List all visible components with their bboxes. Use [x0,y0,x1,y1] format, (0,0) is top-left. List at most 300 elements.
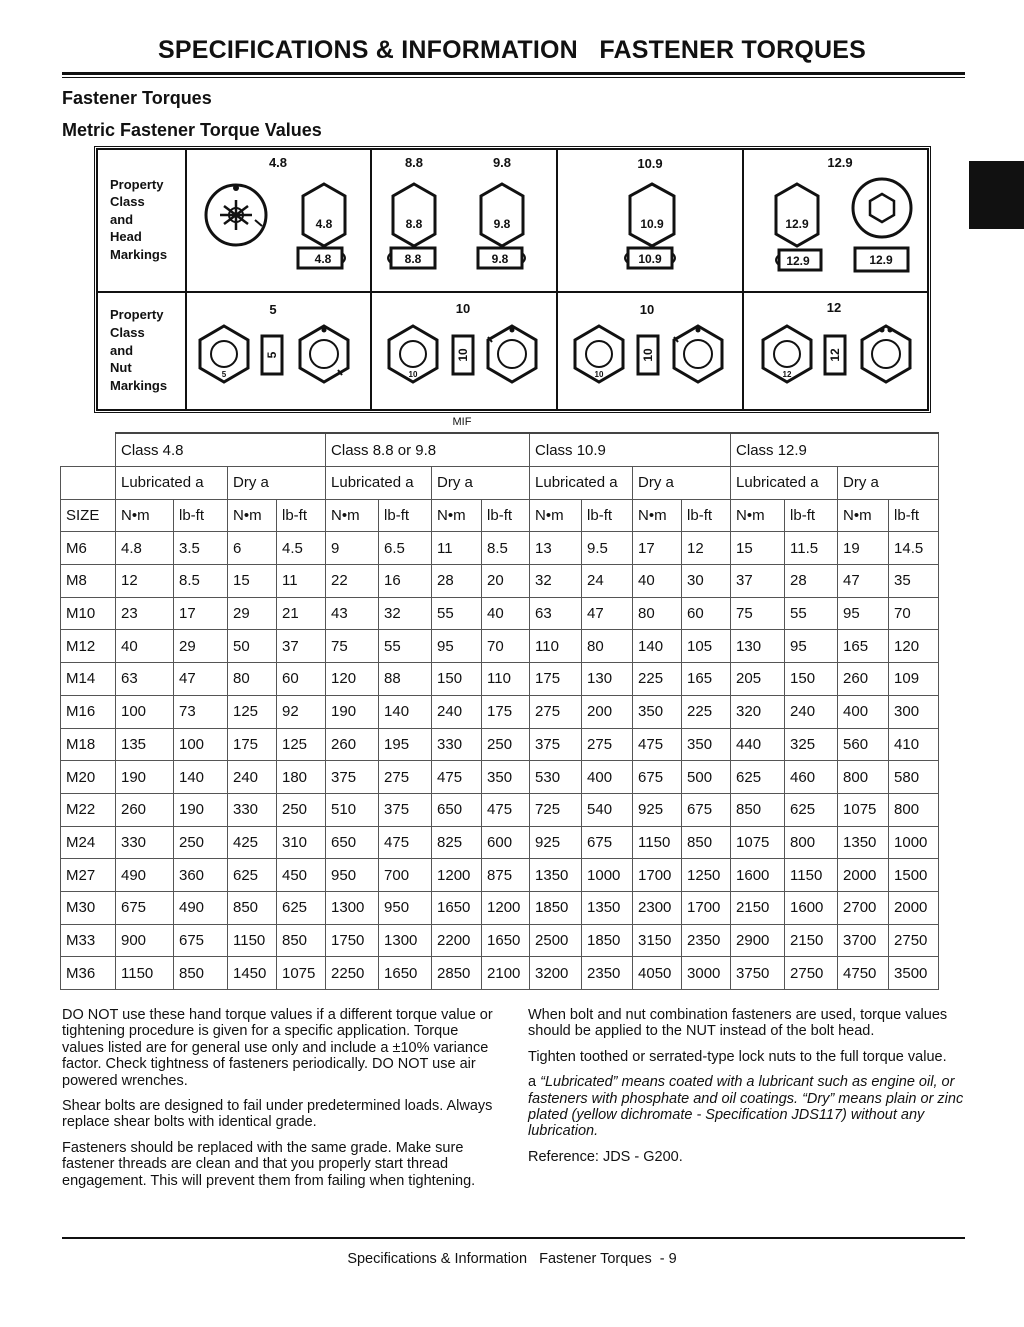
torque-value-cell: 110 [482,663,530,696]
torque-value-cell: 1075 [838,793,889,826]
head-class-title: 12.9 [827,155,853,170]
nut-side-mark-text: 5 [265,351,279,359]
torque-value-cell: 330 [116,826,174,859]
torque-value-cell: 2700 [838,891,889,924]
section-thumb-tab [969,161,1024,229]
unit-header-cell: N•m [530,499,582,532]
torque-value-cell: 3.5 [174,532,228,565]
torque-value-cell: 350 [482,761,530,794]
torque-value-cell: 3000 [682,957,731,990]
torque-value-cell: 800 [889,793,939,826]
torque-value-cell: 1075 [277,957,326,990]
note-paragraph: DO NOT use these hand torque values if a different torque value or tightening procedure is given for a specific application. Torque values listed are for general use only and include a ±10% variance factor. Check tightness of fasteners periodically. DO NOT use air powered wrenches. [62,1007,493,1089]
torque-value-cell: 140 [633,630,682,663]
torque-value-cell: 195 [379,728,432,761]
torque-value-cell: 850 [228,891,277,924]
lubrication-cell: Dry a [838,467,939,500]
torque-value-cell: 4.8 [116,532,174,565]
class-header-cell: Class 12.9 [731,433,939,467]
nut-class-title: 5 [269,302,277,317]
unit-header-cell: lb-ft [682,499,731,532]
table-row [61,728,939,761]
size-cell: M12 [61,630,116,663]
torque-value-cell: 190 [326,695,379,728]
torque-value-cell: 275 [379,761,432,794]
bolt-head-hex-icon [303,184,345,246]
torque-value-cell: 2100 [482,957,530,990]
head-mark-text: 12.9 [785,217,809,231]
torque-value-cell: 3150 [633,924,682,957]
note-paragraph: Fasteners should be replaced with the same grade. Make sure fastener threads are clean and that you properly start thread engagement. This will prevent them from failing when tightening. [62,1139,476,1189]
size-cell: M10 [61,597,116,630]
table-row [61,597,939,630]
head-label-line: and [110,212,134,227]
torque-value-cell: 110 [530,630,582,663]
footnote-text: “Lubricated” means coated with a lubricant such as engine oil, or fasteners with phosphate and oil coatings. “Dry” means plain or zinc plated (yellow dichromate - Specification JDS117) without any lubrication. [528,1074,964,1140]
torque-value-cell: 109 [889,663,939,696]
class-header-cell: Class 8.8 or 9.8 [326,433,530,467]
torque-value-cell: 250 [277,793,326,826]
torque-value-cell: 4.5 [277,532,326,565]
blank-cell [61,467,116,500]
torque-value-cell: 800 [785,826,838,859]
torque-value-cell: 6 [228,532,277,565]
torque-value-cell: 375 [326,761,379,794]
torque-value-cell: 1750 [326,924,379,957]
unit-header-cell: lb-ft [482,499,530,532]
torque-value-cell: 275 [582,728,633,761]
torque-value-cell: 2900 [731,924,785,957]
torque-value-cell: 1700 [682,891,731,924]
torque-value-cell: 40 [633,565,682,598]
torque-value-cell: 450 [277,859,326,892]
torque-value-cell: 120 [889,630,939,663]
table-row [61,695,939,728]
torque-value-cell: 50 [228,630,277,663]
torque-value-cell: 2000 [838,859,889,892]
torque-value-cell: 2200 [432,924,482,957]
nut-hex-icon [575,326,623,382]
torque-value-cell: 140 [379,695,432,728]
torque-value-cell: 190 [174,793,228,826]
torque-value-cell: 260 [838,663,889,696]
torque-value-cell: 32 [379,597,432,630]
torque-value-cell: 15 [228,565,277,598]
torque-value-cell: 190 [116,761,174,794]
torque-value-cell: 260 [116,793,174,826]
note-paragraph: When bolt and nut combination fasteners are used, torque values should be applied to the NUT instead of the bolt head. [528,1007,948,1040]
torque-value-cell: 8.5 [482,532,530,565]
torque-value-cell: 14.5 [889,532,939,565]
table-row [61,630,939,663]
socket-head-side-icon [855,248,908,271]
unit-header-cell: lb-ft [889,499,939,532]
torque-value-cell: 20 [482,565,530,598]
torque-value-cell: 55 [379,630,432,663]
bolt-head-side-icon [478,248,525,268]
page-footer: Specifications & Information Fastener Torques - 9 [347,1251,677,1267]
section-title: Fastener Torques [62,88,212,108]
torque-value-cell: 2150 [785,924,838,957]
torque-value-cell: 850 [682,826,731,859]
torque-value-cell: 8.5 [174,565,228,598]
torque-value-cell: 175 [530,663,582,696]
torque-value-cell: 4050 [633,957,682,990]
torque-value-cell: 17 [633,532,682,565]
torque-value-cell: 725 [530,793,582,826]
bolt-head-hex-icon [481,184,523,246]
head-mark-text: 4.8 [315,217,333,231]
torque-value-cell: 1200 [482,891,530,924]
head-class-title: 8.8 [404,155,424,170]
torque-value-cell: 925 [633,793,682,826]
torque-value-cell: 3700 [838,924,889,957]
size-header-cell: SIZE [61,499,116,532]
torque-value-cell: 825 [432,826,482,859]
torque-value-cell: 165 [682,663,731,696]
table-row [61,826,939,859]
torque-value-cell: 1000 [582,859,633,892]
bolt-head-side-icon [388,248,435,268]
torque-value-cell: 1300 [326,891,379,924]
torque-value-cell: 1350 [530,859,582,892]
socket-head-top-icon [853,179,911,237]
torque-value-cell: 1350 [582,891,633,924]
torque-value-cell: 900 [116,924,174,957]
torque-value-cell: 17 [174,597,228,630]
torque-value-cell: 130 [731,630,785,663]
nut-label-line: Nut [110,360,132,375]
class-header-row [61,433,939,467]
torque-value-cell: 3500 [889,957,939,990]
table-row [61,565,939,598]
torque-value-cell: 150 [432,663,482,696]
torque-value-cell: 29 [228,597,277,630]
torque-value-cell: 850 [277,924,326,957]
lubrication-cell: Lubricated a [326,467,432,500]
size-cell: M33 [61,924,116,957]
torque-value-cell: 600 [482,826,530,859]
bolt-head-side-icon [298,248,345,268]
class-header-cell: Class 4.8 [116,433,326,467]
nut-side-icon [453,336,473,374]
unit-header-row [61,499,939,532]
bolt-head-side-icon [625,248,675,268]
torque-value-cell: 47 [582,597,633,630]
lubrication-cell: Dry a [228,467,326,500]
torque-value-cell: 1850 [530,891,582,924]
torque-value-cell: 28 [785,565,838,598]
torque-value-cell: 1600 [785,891,838,924]
torque-value-cell: 540 [582,793,633,826]
torque-value-cell: 92 [277,695,326,728]
torque-value-cell: 850 [731,793,785,826]
nut-side-icon [825,336,845,374]
head-mark-text: 4.8 [314,252,332,266]
torque-value-cell: 580 [889,761,939,794]
head-mark-text: 12.9 [869,253,893,267]
torque-value-cell: 800 [838,761,889,794]
torque-value-cell: 400 [582,761,633,794]
torque-value-cell: 240 [432,695,482,728]
head-class-title: 9.8 [492,155,512,170]
head-mark-text: 12.9 [786,254,810,268]
table-row [61,891,939,924]
table-row [61,793,939,826]
torque-value-cell: 360 [174,859,228,892]
notes-left-column [62,1007,502,1198]
torque-value-cell: 3200 [530,957,582,990]
torque-value-cell: 70 [482,630,530,663]
torque-value-cell: 2500 [530,924,582,957]
torque-value-cell: 650 [432,793,482,826]
torque-value-cell: 1850 [582,924,633,957]
subsection-title: Metric Fastener Torque Values [62,120,322,140]
torque-value-cell: 675 [682,793,731,826]
torque-value-cell: 125 [228,695,277,728]
header-rule-thin [62,77,965,78]
torque-value-cell: 440 [731,728,785,761]
torque-value-cell: 675 [582,826,633,859]
torque-value-cell: 60 [682,597,731,630]
torque-value-cell: 43 [326,597,379,630]
torque-value-cell: 460 [785,761,838,794]
torque-value-cell: 625 [731,761,785,794]
head-class-title: 10.9 [637,156,663,171]
table-row [61,532,939,565]
torque-value-cell: 330 [228,793,277,826]
torque-value-cell: 175 [482,695,530,728]
torque-value-cell: 21 [277,597,326,630]
unit-header-cell: lb-ft [174,499,228,532]
torque-value-cell: 11 [432,532,482,565]
torque-value-cell: 500 [682,761,731,794]
torque-value-cell: 80 [633,597,682,630]
bolt-head-hex-icon [776,184,818,246]
unit-header-cell: N•m [731,499,785,532]
nut-class-title: 10 [639,302,655,317]
torque-value-cell: 475 [379,826,432,859]
torque-value-cell: 2150 [731,891,785,924]
notes-right-column [528,1007,968,1174]
torque-value-cell: 24 [582,565,633,598]
footer-rule [62,1237,965,1239]
torque-value-cell: 425 [228,826,277,859]
torque-value-cell: 55 [432,597,482,630]
head-class-title: 4.8 [268,155,288,170]
torque-value-cell: 30 [682,565,731,598]
torque-value-cell: 950 [326,859,379,892]
nut-mark-text: 12 [782,370,792,379]
nut-label-line: Class [110,325,145,340]
torque-value-cell: 2300 [633,891,682,924]
torque-value-cell: 75 [326,630,379,663]
lubrication-cell: Lubricated a [731,467,838,500]
lubrication-cell: Lubricated a [530,467,633,500]
torque-value-cell: 70 [889,597,939,630]
torque-value-cell: 850 [174,957,228,990]
torque-value-cell: 300 [889,695,939,728]
nut-mark-text: 10 [594,370,604,379]
head-mark-text: 9.8 [493,217,511,231]
torque-value-cell: 675 [174,924,228,957]
torque-value-cell: 925 [530,826,582,859]
torque-table [60,432,939,990]
size-cell: M27 [61,859,116,892]
torque-value-cell: 180 [277,761,326,794]
torque-value-cell: 475 [482,793,530,826]
torque-value-cell: 250 [482,728,530,761]
torque-value-cell: 75 [731,597,785,630]
note-paragraph: Shear bolts are designed to fail under predetermined loads. Always replace shear bolts with identical grade. [62,1098,493,1131]
torque-value-cell: 23 [116,597,174,630]
torque-value-cell: 320 [731,695,785,728]
torque-value-cell: 1300 [379,924,432,957]
head-mark-text: 10.9 [638,252,662,266]
torque-value-cell: 1350 [838,826,889,859]
figure-caption: MIF [452,416,472,428]
torque-value-cell: 650 [326,826,379,859]
torque-value-cell: 9.5 [582,532,633,565]
head-label-line: Markings [110,247,168,262]
reference-note: Reference: JDS - G200. [528,1148,683,1165]
bolt-head-side-icon [776,250,821,270]
torque-value-cell: 12 [116,565,174,598]
torque-value-cell: 1075 [731,826,785,859]
torque-value-cell: 475 [432,761,482,794]
torque-value-cell: 47 [174,663,228,696]
torque-value-cell: 240 [785,695,838,728]
head-mark-text: 10.9 [640,217,664,231]
nut-side-icon [638,336,658,374]
torque-value-cell: 2750 [785,957,838,990]
nut-class-title: 10 [455,301,471,316]
torque-value-cell: 37 [277,630,326,663]
unit-header-cell: N•m [633,499,682,532]
lubrication-cell: Dry a [432,467,530,500]
torque-value-cell: 28 [432,565,482,598]
torque-value-cell: 625 [277,891,326,924]
torque-value-cell: 1150 [116,957,174,990]
lubrication-cell: Dry a [633,467,731,500]
size-cell: M14 [61,663,116,696]
table-row [61,859,939,892]
head-label-line: Property [110,177,164,192]
class-header-cell: Class 10.9 [530,433,731,467]
bolt-head-hex-icon [393,184,435,246]
torque-value-cell: 35 [889,565,939,598]
unit-header-cell: N•m [228,499,277,532]
torque-value-cell: 560 [838,728,889,761]
size-cell: M6 [61,532,116,565]
fastener-markings-figure [94,146,931,413]
nut-hex-icon [763,326,811,382]
size-cell: M36 [61,957,116,990]
footnote-marker: a [528,1074,537,1091]
torque-value-cell: 1500 [889,859,939,892]
torque-value-cell: 55 [785,597,838,630]
head-mark-text: 8.8 [404,252,422,266]
torque-value-cell: 135 [116,728,174,761]
unit-header-cell: lb-ft [277,499,326,532]
head-label-line: Class [110,194,145,209]
unit-header-cell: N•m [326,499,379,532]
torque-value-cell: 875 [482,859,530,892]
torque-value-cell: 1200 [432,859,482,892]
size-cell: M20 [61,761,116,794]
torque-value-cell: 2350 [682,924,731,957]
unit-header-cell: N•m [432,499,482,532]
torque-value-cell: 60 [277,663,326,696]
torque-value-cell: 6.5 [379,532,432,565]
nut-class-title: 12 [826,300,842,315]
torque-value-cell: 105 [682,630,731,663]
torque-value-cell: 250 [174,826,228,859]
torque-value-cell: 2750 [889,924,939,957]
torque-value-cell: 95 [838,597,889,630]
torque-value-cell: 490 [174,891,228,924]
torque-value-cell: 200 [582,695,633,728]
torque-value-cell: 37 [731,565,785,598]
torque-value-cell: 88 [379,663,432,696]
torque-value-cell: 73 [174,695,228,728]
unit-header-cell: N•m [116,499,174,532]
size-cell: M30 [61,891,116,924]
header-rule-thick [62,72,965,75]
torque-value-cell: 350 [633,695,682,728]
nut-hex-icon [389,326,437,382]
nut-mark-text: 5 [221,370,227,379]
torque-value-cell: 675 [633,761,682,794]
nut-hex-icon [674,326,722,382]
lubrication-header-row [61,467,939,500]
table-row [61,663,939,696]
torque-value-cell: 100 [116,695,174,728]
torque-value-cell: 225 [682,695,731,728]
torque-value-cell: 1650 [432,891,482,924]
torque-value-cell: 63 [116,663,174,696]
torque-value-cell: 1150 [785,859,838,892]
note-paragraph: Tighten toothed or serrated-type lock nuts to the full torque value. [528,1048,947,1065]
nut-side-mark-text: 10 [456,348,470,362]
torque-value-cell: 1650 [379,957,432,990]
blank-cell [61,433,116,467]
nut-label-line: Markings [110,378,168,393]
size-cell: M18 [61,728,116,761]
torque-value-cell: 95 [432,630,482,663]
torque-value-cell: 140 [174,761,228,794]
torque-value-cell: 205 [731,663,785,696]
torque-value-cell: 11 [277,565,326,598]
nut-mark-text: 10 [408,370,418,379]
torque-value-cell: 1150 [228,924,277,957]
torque-value-cell: 63 [530,597,582,630]
torque-value-cell: 40 [116,630,174,663]
size-cell: M16 [61,695,116,728]
torque-value-cell: 625 [228,859,277,892]
torque-value-cell: 240 [228,761,277,794]
torque-value-cell: 2250 [326,957,379,990]
head-label-line: Head [110,229,142,244]
torque-value-cell: 47 [838,565,889,598]
size-cell: M8 [61,565,116,598]
torque-value-cell: 375 [379,793,432,826]
head-mark-text: 9.8 [491,252,509,266]
torque-value-cell: 260 [326,728,379,761]
torque-value-cell: 1700 [633,859,682,892]
torque-value-cell: 19 [838,532,889,565]
nut-side-mark-text: 10 [641,348,655,362]
